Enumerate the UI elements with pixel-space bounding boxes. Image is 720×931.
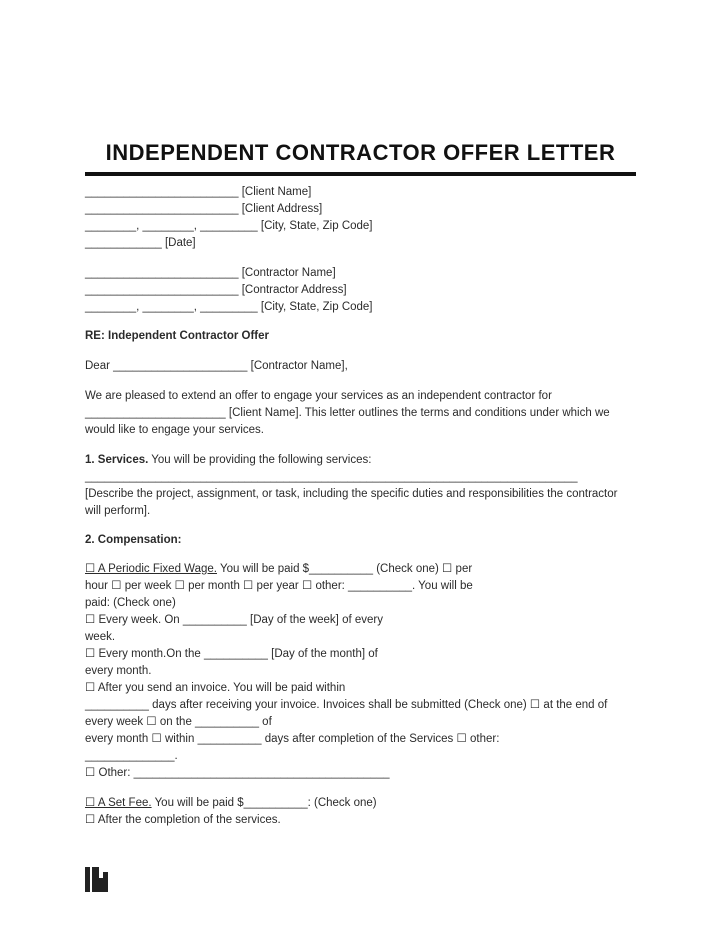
periodic-wage-line: paid: (Check one) xyxy=(85,597,176,609)
periodic-wage-lead-line xyxy=(85,561,636,578)
periodic-wage-line: ☐ After you send an invoice. You will be paid within xyxy=(85,682,346,694)
contractor-address-line: ________________________ [Contractor Address] xyxy=(85,284,347,296)
document-title: INDEPENDENT CONTRACTOR OFFER LETTER xyxy=(105,140,616,165)
periodic-wage-line: ______________. xyxy=(85,750,178,762)
client-address-line: ________________________ [Client Address] xyxy=(85,203,323,215)
periodic-wage-line: ☐ Other: ________________________________________ xyxy=(85,767,390,779)
periodic-wage-line: hour ☐ per week ☐ per month ☐ per year ☐ other: __________. You will be xyxy=(85,580,473,592)
logo-left-bar xyxy=(85,867,90,892)
contractor-address-block xyxy=(85,265,636,316)
services-blank-line: _____________________________________________________________________________ xyxy=(85,471,578,483)
periodic-wage-option-label: ☐ A Periodic Fixed Wage. xyxy=(85,563,217,575)
client-name-line: ________________________ [Client Name] xyxy=(85,186,312,198)
periodic-wage-line: every week ☐ on the __________ of xyxy=(85,716,272,728)
client-address-block xyxy=(85,184,636,252)
set-fee-option-label: ☐ A Set Fee. xyxy=(85,797,152,809)
services-heading: 1. Services. xyxy=(85,454,149,466)
contractor-name-line: ________________________ [Contractor Name] xyxy=(85,267,336,279)
periodic-wage-lead-rest: You will be paid $__________ (Check one) ☐ per xyxy=(216,563,473,575)
title-rule xyxy=(85,172,636,176)
intro-line: ______________________ [Client Name]. This letter outlines the terms and conditions under which we xyxy=(85,407,610,419)
set-fee-block xyxy=(85,795,636,829)
compensation-heading: 2. Compensation: xyxy=(85,534,182,546)
periodic-fixed-wage-block xyxy=(85,561,636,782)
periodic-wage-line: ☐ Every week. On __________ [Day of the week] of every xyxy=(85,614,383,626)
services-heading-rest: You will be providing the following services: xyxy=(148,454,372,466)
set-fee-line: ☐ After the completion of the services. xyxy=(85,814,281,826)
set-fee-lead-rest: You will be paid $__________: (Check one) xyxy=(151,797,377,809)
legal-templates-logo-icon xyxy=(85,867,108,892)
services-heading-line xyxy=(85,452,636,469)
periodic-wage-line: __________ days after receiving your invoice. Invoices shall be submitted (Check one) ☐ at the end of xyxy=(85,699,608,711)
intro-line: would like to engage your services. xyxy=(85,424,264,436)
intro-paragraph xyxy=(85,388,636,439)
periodic-wage-line: every month ☐ within __________ days after completion of the Services ☐ other: xyxy=(85,733,500,745)
periodic-wage-line: ☐ Every month.On the __________ [Day of the month] of xyxy=(85,648,378,660)
client-city-state-zip-line: ________, ________, _________ [City, State, Zip Code] xyxy=(85,220,373,232)
intro-line: We are pleased to extend an offer to engage your services as an independent contractor for xyxy=(85,390,552,402)
services-description-line: [Describe the project, assignment, or task, including the specific duties and responsibilities the contractor xyxy=(85,488,618,500)
periodic-wage-line: week. xyxy=(85,631,116,643)
contractor-city-state-zip-line: ________, ________, _________ [City, State, Zip Code] xyxy=(85,301,373,313)
re-subject-line: RE: Independent Contractor Offer xyxy=(85,330,270,342)
logo-square xyxy=(92,867,108,892)
salutation-line: Dear _____________________ [Contractor Name], xyxy=(85,360,348,372)
services-description-line: will perform]. xyxy=(85,505,151,517)
periodic-wage-line: every month. xyxy=(85,665,152,677)
logo-dot xyxy=(103,872,108,878)
date-line: ____________ [Date] xyxy=(85,237,196,249)
set-fee-lead-line xyxy=(85,795,636,812)
services-section xyxy=(85,452,636,520)
